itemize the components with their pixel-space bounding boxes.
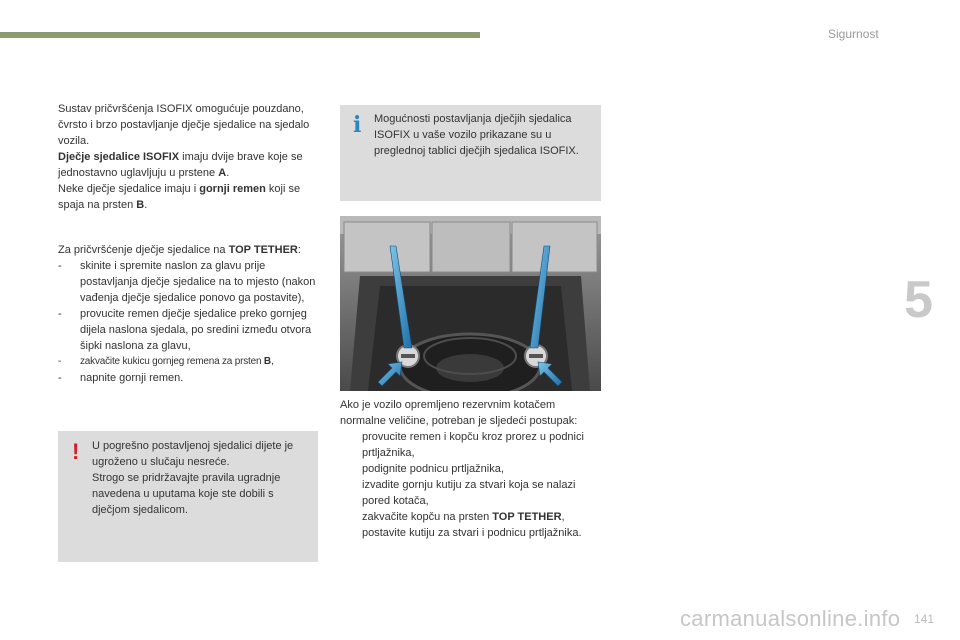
step-text: provucite remen dječje sjedalice preko gornjeg dijela naslona sjedala, po sredini između otvora šipki naslona za glavu, [80,308,312,352]
intro-paragraph: Sustav pričvršćenja ISOFIX omogućuje pouzdano, čvrsto i brzo postavljanje dječje sjedalice na sjedalo vozila. [58,103,310,147]
trunk-isofix-photo [340,216,601,391]
punctuation: . [144,199,148,211]
step-text: postavite kutiju za stvari i podnicu prtljažnika. [362,527,582,539]
info-box [340,105,601,201]
list-item [340,461,602,477]
ring-b-label: B [263,356,271,367]
list-item [340,525,602,541]
tether-text: Neke dječje sjedalice imaju i [58,183,200,195]
spare-wheel-block [340,397,602,541]
step-text: zakvačite kukicu gornjeg remena za prsten [80,356,264,367]
header-accent-bar [0,32,480,38]
top-tether-bold: TOP TETHER [492,511,562,523]
warning-exclamation-icon: ! [72,439,80,464]
step-text: provucite remen i kopču kroz prorez u podnici prtljažnika, [362,431,584,459]
warning-line-2: Strogo se pridržavajte pravila ugradnje navedena u uputama koje ste dobili s dječjom sjedalicom. [92,472,281,516]
tether-text-2: koji se spaja na prsten [58,183,301,211]
punctuation: : [297,244,301,256]
intro-block [58,101,320,213]
list-item [58,370,320,386]
top-tether-bold: TOP TETHER [228,244,298,256]
list-item [340,509,602,525]
warning-text [92,438,308,518]
top-tether-intro [58,242,320,258]
step-text: napnite gornji remen. [80,372,184,384]
spare-wheel-intro: Ako je vozilo opremljeno rezervnim kotačem normalne veličine, potreban je sljedeći postupak: [340,399,578,427]
top-tether-intro-text: Za pričvršćenje dječje sjedalice na [58,244,229,256]
list-item [58,258,320,306]
dash-marker: - [58,308,62,320]
ring-b-label: B [136,199,145,211]
list-item [340,429,602,461]
chapter-number: 5 [904,271,933,329]
dash-marker: - [58,260,62,272]
list-item [58,306,320,354]
list-item [340,477,602,509]
list-item [58,354,320,370]
dash-marker: - [58,356,62,367]
punctuation: . [226,167,230,179]
step-text: izvadite gornju kutiju za stvari koja se nalazi pored kotača, [362,479,576,507]
intro-tether-paragraph [58,181,320,213]
intro-isofix-paragraph [58,149,320,181]
dash-marker: - [58,372,62,384]
isofix-bold: Dječje sjedalice ISOFIX [58,151,180,163]
punctuation: , [270,356,274,367]
punctuation: , [561,511,565,523]
info-text: Mogućnosti postavljanja dječjih sjedalica ISOFIX u vaše vozilo prikazane su u preglednoj tablici dječjih sjedalica ISOFIX. [374,113,579,157]
step-text: podignite podnicu prtljažnika, [362,463,504,475]
step-text: zakvačite kopču na prsten [362,511,493,523]
ring-a-label: A [218,167,227,179]
info-icon: i [353,112,362,138]
step-text: skinite i spremite naslon za glavu prije postavljanja dječje sjedalice na to mjesto (nakon vađenja dječje sjedalice ponovo ga postavite), [80,260,316,304]
warning-box [58,431,318,562]
warning-line-1: U pogrešno postavljenoj sjedalici dijete je ugroženo u slučaju nesreće. [92,440,294,468]
top-tether-steps [58,258,320,386]
top-tether-block [58,242,320,386]
isofix-text: imaju dvije brave koje se jednostavno uglavljuju u prstene [58,151,303,179]
section-title: Sigurnost [828,27,879,41]
upper-strap-bold: gornji remen [199,183,266,195]
page-number: 141 [914,612,935,626]
watermark: carmanualsonline.info [680,606,901,631]
spare-wheel-steps [340,429,602,541]
